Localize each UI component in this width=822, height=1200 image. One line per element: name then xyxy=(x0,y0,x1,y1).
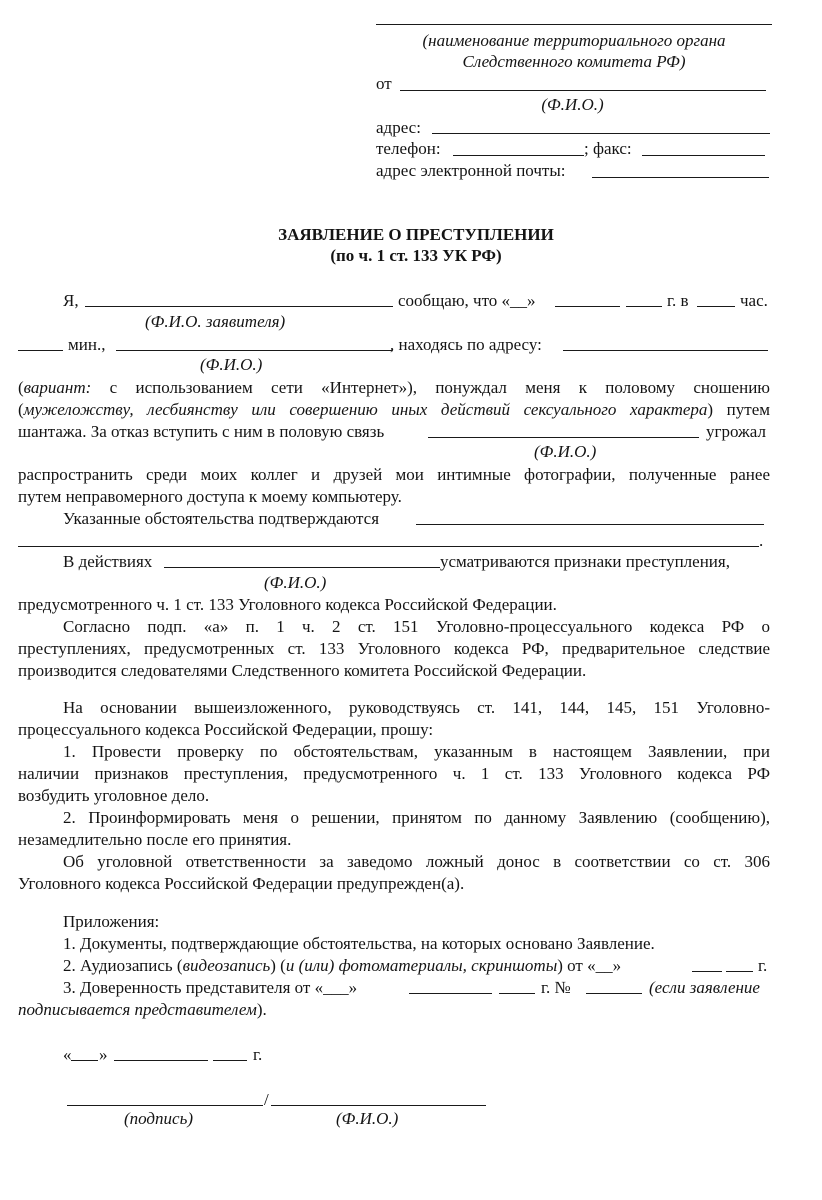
body-line: (мужеложству, лесбиянству или совершению иных действий сексуального характера) путем xyxy=(18,400,770,419)
address-field[interactable] xyxy=(432,133,770,134)
warning-text: Уголовного кодекса Российской Федерации предупрежден(а). xyxy=(18,874,465,893)
date-day-field[interactable] xyxy=(71,1060,98,1061)
address-label: адрес: xyxy=(376,118,421,137)
addressee-org-field[interactable] xyxy=(376,24,772,25)
body-line: (вариант: с использованием сети «Интернет»), понуждал меня к половому сношению xyxy=(18,378,771,397)
offender-fio-field-3[interactable] xyxy=(164,567,440,568)
from-fio-caption: (Ф.И.О.) xyxy=(541,95,604,114)
date-open-quote: « xyxy=(63,1045,72,1064)
body-line: угрожал xyxy=(706,422,766,441)
body-line: На основании вышеизложенного, руководствуясь ст. 141, 144, 145, 151 Уголовно- xyxy=(63,698,770,717)
from-label: от xyxy=(376,74,392,93)
attachment-2-month-field[interactable] xyxy=(692,971,722,972)
applicant-intro: Я, xyxy=(63,291,79,310)
email-label: адрес электронной почты: xyxy=(376,161,566,180)
body-line: процессуального кодекса Российской Федерации, прошу: xyxy=(18,720,434,739)
date-close-quote: » xyxy=(99,1045,108,1064)
request-item-1: 1. Провести проверку по обстоятельствам, указанным в настоящем Заявлении, при xyxy=(63,742,770,761)
body-line: путем неправомерного доступа к моему компьютеру. xyxy=(18,487,402,506)
attachment-item-1: 1. Документы, подтверждающие обстоятельства, на которых основано Заявление. xyxy=(63,934,655,953)
document-title: ЗАЯВЛЕНИЕ О ПРЕСТУПЛЕНИИ xyxy=(278,225,554,244)
offender-fio-caption-3: (Ф.И.О.) xyxy=(264,573,327,592)
report-year-field[interactable] xyxy=(626,306,662,307)
signature-caption: (подпись) xyxy=(124,1109,193,1128)
body-line: производится следователями Следственного комитета Российской Федерации. xyxy=(18,661,587,680)
body-line: Согласно подп. «а» п. 1 ч. 2 ст. 151 Уголовно-процессуального кодекса РФ о xyxy=(63,617,770,636)
attachment-3-year-field[interactable] xyxy=(499,993,535,994)
signature-fio-field[interactable] xyxy=(271,1105,486,1106)
offender-fio-field-2[interactable] xyxy=(428,437,699,438)
email-field[interactable] xyxy=(592,177,769,178)
report-year-label: г. в xyxy=(667,291,689,310)
report-text: сообщаю, что «__» xyxy=(398,291,536,310)
attachment-item-2: 2. Аудиозапись (видеозапись) (и (или) фотоматериалы, скриншоты) от «__» xyxy=(63,956,622,975)
body-line: предусмотренного ч. 1 ст. 133 Уголовного кодекса Российской Федерации. xyxy=(18,595,557,614)
report-min-field[interactable] xyxy=(18,350,63,351)
attachment-3-note: (если заявление xyxy=(649,978,760,997)
body-line: преступлениях, предусмотренных ст. 133 Уголовного кодекса РФ, предварительное следствие xyxy=(18,639,770,658)
evidence-period: . xyxy=(759,531,764,550)
from-fio-field[interactable] xyxy=(400,90,766,91)
addressee-org-caption-2: Следственного комитета РФ) xyxy=(462,52,686,71)
attachment-2-year-field[interactable] xyxy=(726,971,753,972)
report-min-label: мин., xyxy=(68,335,106,354)
location-label: , находясь по адресу: xyxy=(390,335,542,354)
attachment-3-month-field[interactable] xyxy=(409,993,492,994)
attachment-3-number-label: г. № xyxy=(541,978,571,997)
warning-text: Об уголовной ответственности за заведомо ложный донос в соответствии со ст. 306 xyxy=(63,852,770,871)
request-item-1: возбудить уголовное дело. xyxy=(18,786,210,805)
attachment-3-number-field[interactable] xyxy=(586,993,642,994)
phone-label: телефон: xyxy=(376,139,441,158)
signature-separator: / xyxy=(264,1090,269,1109)
offender-fio-caption: (Ф.И.О.) xyxy=(200,355,263,374)
report-hour-field[interactable] xyxy=(697,306,735,307)
attachment-3-note-2: подписывается представителем). xyxy=(18,1000,267,1019)
attachment-item-3: 3. Доверенность представителя от «___» xyxy=(63,978,358,997)
applicant-fio-field[interactable] xyxy=(85,306,393,307)
evidence-field-2[interactable] xyxy=(18,546,759,547)
signature-fio-caption: (Ф.И.О.) xyxy=(336,1109,399,1128)
attachments-heading: Приложения: xyxy=(63,912,160,931)
body-line: В действиях xyxy=(63,552,153,571)
attachment-2-year-label: г. xyxy=(758,956,768,975)
request-item-2: незамедлительно после его принятия. xyxy=(18,830,292,849)
body-line: Указанные обстоятельства подтверждаются xyxy=(63,509,380,528)
body-line: шантажа. За отказ вступить с ним в половую связь xyxy=(18,422,385,441)
offender-fio-field[interactable] xyxy=(116,350,392,351)
evidence-field[interactable] xyxy=(416,524,764,525)
addressee-org-caption: (наименование территориального органа xyxy=(422,31,726,50)
phone-field[interactable] xyxy=(453,155,584,156)
date-year-label: г. xyxy=(253,1045,263,1064)
fax-label: ; факс: xyxy=(584,139,632,158)
date-month-field[interactable] xyxy=(114,1060,208,1061)
signature-field[interactable] xyxy=(67,1105,263,1106)
date-year-field[interactable] xyxy=(213,1060,247,1061)
fax-field[interactable] xyxy=(642,155,765,156)
body-line: усматриваются признаки преступления, xyxy=(440,552,730,571)
applicant-fio-caption: (Ф.И.О. заявителя) xyxy=(145,312,286,331)
request-item-1: наличии признаков преступления, предусмотренного ч. 1 ст. 133 Уголовного кодекса РФ xyxy=(18,764,770,783)
offender-fio-caption-2: (Ф.И.О.) xyxy=(534,442,597,461)
location-field[interactable] xyxy=(563,350,768,351)
request-item-2: 2. Проинформировать меня о решении, принятом по данному Заявлению (сообщению), xyxy=(63,808,770,827)
report-hour-label: час. xyxy=(740,291,768,310)
report-month-field[interactable] xyxy=(555,306,620,307)
body-line: распространить среди моих коллег и друзей мои интимные фотографии, полученные ранее xyxy=(18,465,770,484)
document-subtitle: (по ч. 1 ст. 133 УК РФ) xyxy=(330,246,502,265)
